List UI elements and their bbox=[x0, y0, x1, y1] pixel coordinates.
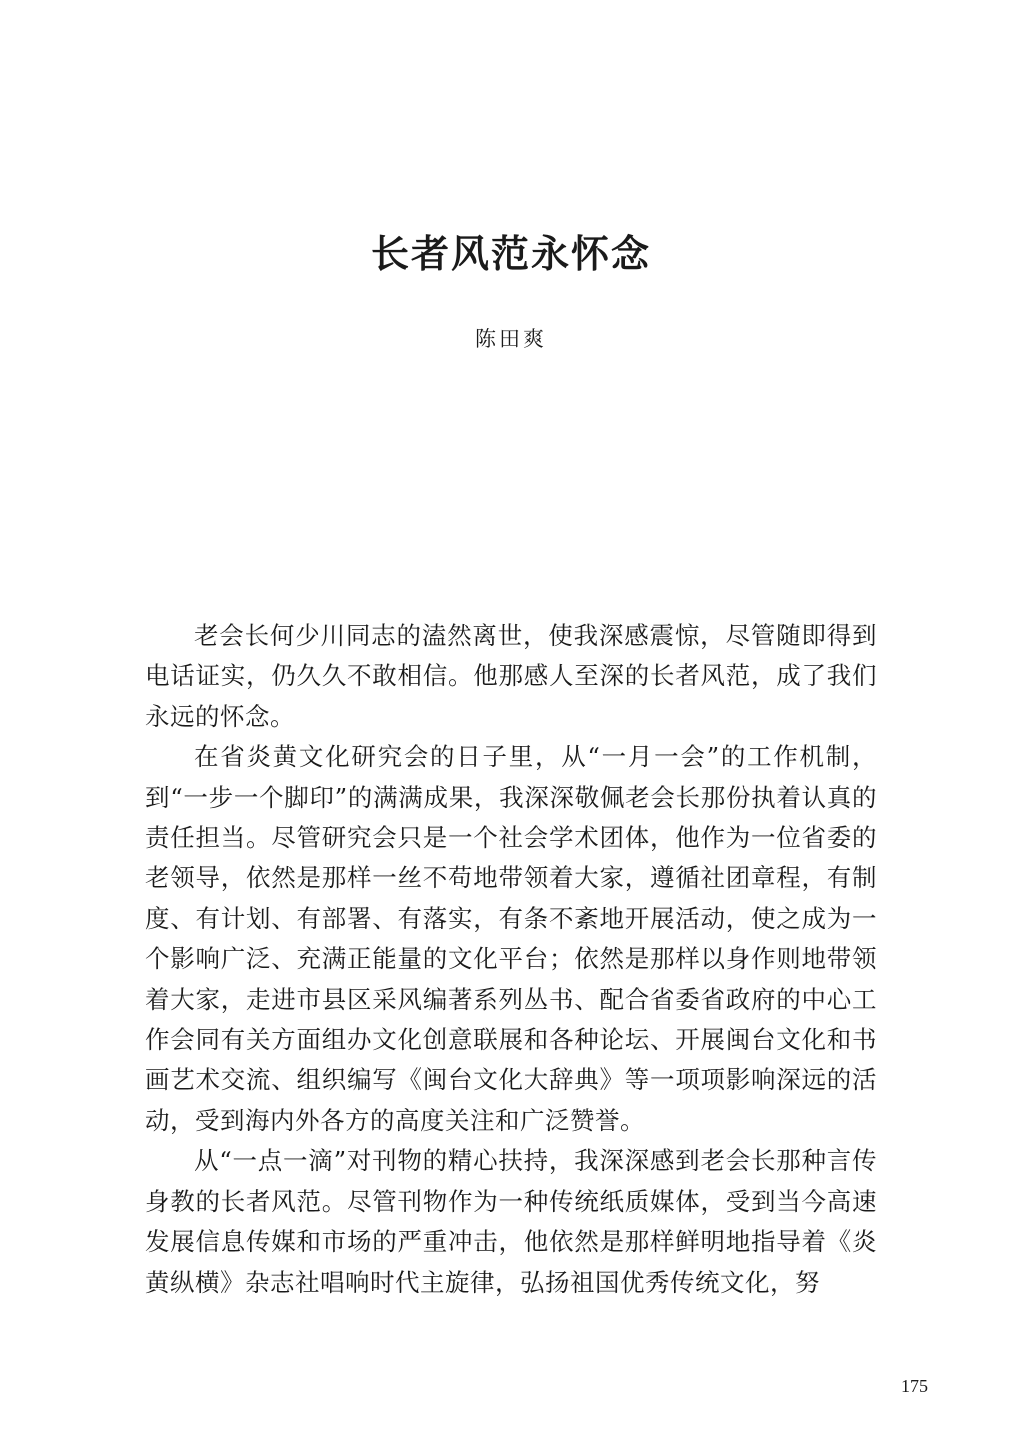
paragraph: 老会长何少川同志的溘然离世，使我深感震惊，尽管随即得到电话证实，仍久久不敢相信。他那感人至深的长者风范，成了我们永远的怀念。 bbox=[145, 621, 877, 731]
article-body bbox=[145, 616, 877, 1303]
paragraph: 从“一点一滴”对刊物的精心扶持，我深深感到老会长那种言传身教的长者风范。尽管刊物作为一种传统纸质媒体，受到当今高速发展信息传媒和市场的严重冲击，他依然是那样鲜明地指导着《炎黄纵横》杂志社唱响时代主旋律，弘扬祖国优秀传统文化，努 bbox=[145, 1146, 877, 1297]
paragraph: 在省炎黄文化研究会的日子里，从“一月一会”的工作机制，到“一步一个脚印”的满满成果，我深深敬佩老会长那份执着认真的责任担当。尽管研究会只是一个社会学术团体，他作为一位省委的老领导，依然是那样一丝不苟地带领着大家，遵循社团章程，有制度、有计划、有部署、有落实，有条不紊地开展活动，使之成为一个影响广泛、充满正能量的文化平台；依然是那样以身作则地带领着大家，走进市县区采风编著系列丛书、配合省委省政府的中心工作会同有关方面组办文化创意联展和各种论坛、开展闽台文化和书画艺术交流、组织编写《闽台文化大辞典》等一项项影响深远的活动，受到海内外各方的高度关注和广泛赞誉。 bbox=[145, 742, 877, 1135]
article-title: 长者风范永怀念 bbox=[370, 232, 651, 276]
article-author: 陈田爽 bbox=[475, 327, 547, 351]
page-number: 175 bbox=[901, 1376, 928, 1396]
